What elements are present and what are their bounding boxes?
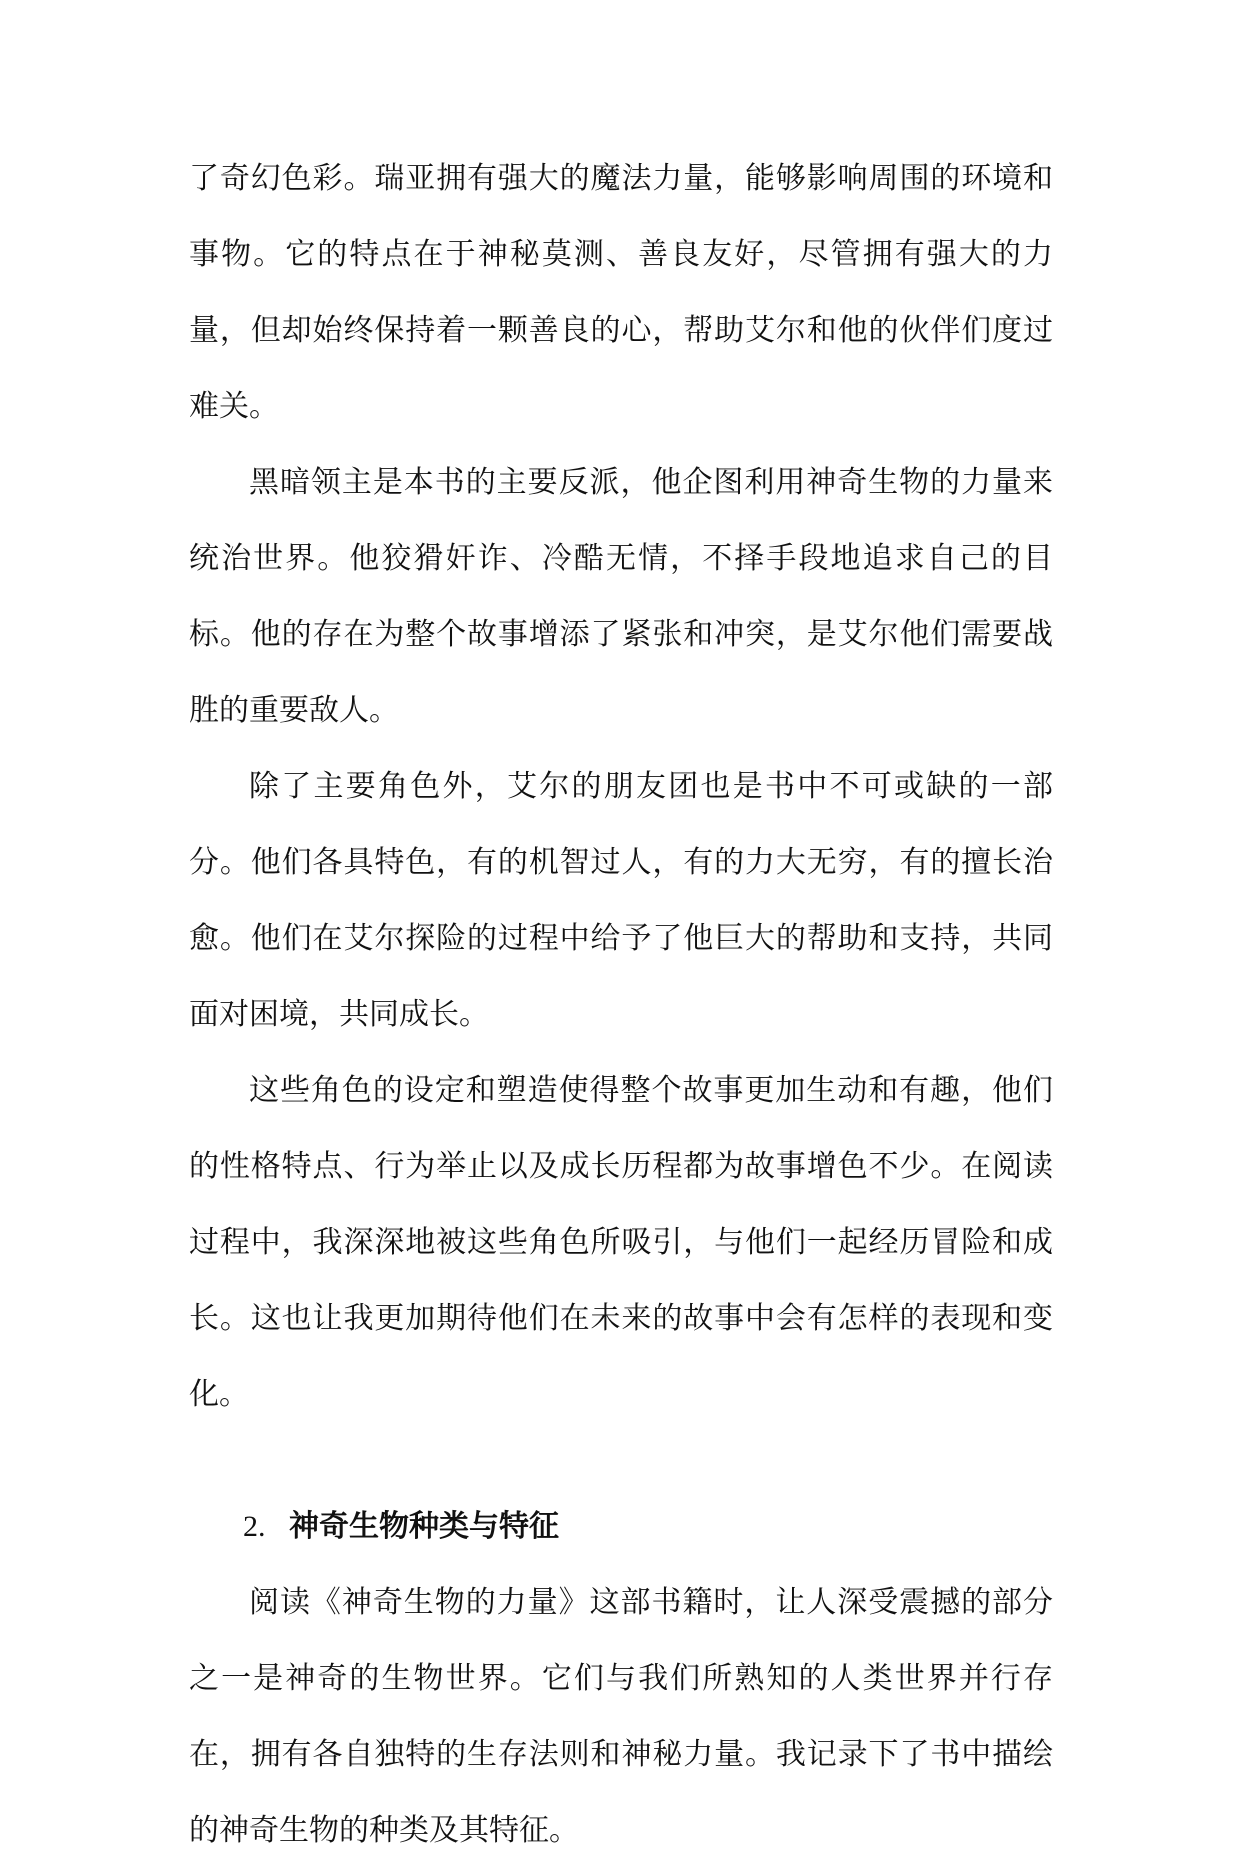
paragraph-dark-lord: 黑暗领主是本书的主要反派，他企图利用神奇生物的力量来统治世界。他狡猾奸诈、冷酷无情，不择手段地追求自己的目标。他的存在为整个故事增添了紧张和冲突，是艾尔他们需要战胜的重要敌人。: [189, 465, 1053, 728]
paragraph-friends-group: 除了主要角色外，艾尔的朋友团也是书中不可或缺的一部分。他们各具特色，有的机智过人，有的力大无穷，有的擅长治愈。他们在艾尔探险的过程中给予了他巨大的帮助和支持，共同面对困境，共同成长。: [189, 769, 1053, 1032]
section-title: 神奇生物种类与特征: [289, 1509, 559, 1544]
paragraph-rhea-description: 了奇幻色彩。瑞亚拥有强大的魔法力量，能够影响周围的环境和事物。它的特点在于神秘莫测、善良友好，尽管拥有强大的力量，但却始终保持着一颗善良的心，帮助艾尔和他的伙伴们度过难关。: [189, 161, 1053, 424]
section-number: 2.: [243, 1510, 266, 1543]
paragraph-creature-world: 阅读《神奇生物的力量》这部书籍时，让人深受震撼的部分之一是神奇的生物世界。它们与我们所熟知的人类世界并行存在，拥有各自独特的生存法则和神秘力量。我记录下了书中描绘的神奇生物的种类及其特征。: [189, 1585, 1053, 1848]
document-body: [189, 141, 1053, 1869]
section-heading: [189, 1489, 1053, 1565]
paragraph-character-summary: 这些角色的设定和塑造使得整个故事更加生动和有趣，他们的性格特点、行为举止以及成长历程都为故事增色不少。在阅读过程中，我深深地被这些角色所吸引，与他们一起经历冒险和成长。这也让我更加期待他们在未来的故事中会有怎样的表现和变化。: [189, 1073, 1053, 1412]
